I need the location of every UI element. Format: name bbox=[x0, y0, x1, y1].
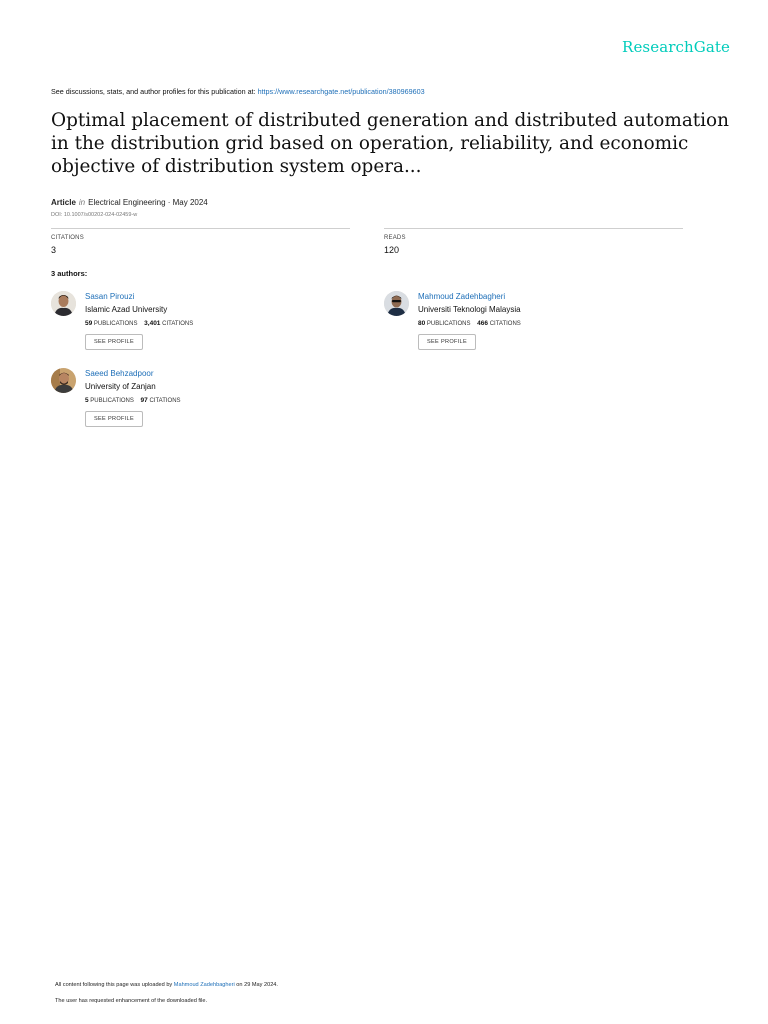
reads-label: READS bbox=[384, 235, 406, 241]
publications-label: PUBLICATIONS bbox=[426, 321, 471, 327]
upload-prefix: All content following this page was uploaded by bbox=[55, 982, 174, 988]
see-profile-button[interactable]: SEE PROFILE bbox=[418, 334, 476, 350]
publications-label: PUBLICATIONS bbox=[93, 321, 138, 327]
upload-suffix: on 29 May 2024. bbox=[234, 982, 278, 988]
author-card bbox=[51, 368, 351, 438]
citations-label: CITATIONS bbox=[149, 398, 181, 404]
citations-count: 97 bbox=[140, 397, 148, 404]
publication-type: Article bbox=[51, 198, 76, 207]
author-institution[interactable]: Islamic Azad University bbox=[85, 305, 168, 314]
author-stats bbox=[85, 320, 193, 327]
discussion-line bbox=[51, 87, 425, 96]
uploader-link[interactable]: Mahmoud Zadehbagheri bbox=[173, 982, 235, 988]
author-card bbox=[384, 291, 684, 361]
see-profile-button[interactable]: SEE PROFILE bbox=[85, 411, 143, 427]
publication-date: · May 2024 bbox=[165, 198, 208, 207]
author-card bbox=[51, 291, 351, 361]
author-name[interactable]: Saeed Behzadpoor bbox=[85, 369, 154, 378]
citations-label: CITATIONS bbox=[51, 235, 84, 241]
in-word: in bbox=[78, 198, 86, 207]
author-name[interactable]: Mahmoud Zadehbagheri bbox=[418, 292, 506, 301]
citations-value: 3 bbox=[51, 245, 57, 255]
publications-count: 59 bbox=[85, 320, 93, 327]
reads-value: 120 bbox=[384, 245, 400, 255]
publication-link[interactable]: https://www.researchgate.net/publication/380969603 bbox=[257, 87, 425, 96]
see-profile-button[interactable]: SEE PROFILE bbox=[85, 334, 143, 350]
avatar[interactable] bbox=[51, 291, 76, 316]
author-stats bbox=[85, 397, 181, 404]
publication-title[interactable]: Optimal placement of distributed generation and distributed automation in the distribution grid based on operation, reliability, and economic objective of distribution system opera... bbox=[51, 110, 729, 177]
author-name[interactable]: Sasan Pirouzi bbox=[85, 292, 135, 301]
author-stats bbox=[418, 320, 521, 327]
avatar[interactable] bbox=[384, 291, 409, 316]
publications-count: 80 bbox=[418, 320, 426, 327]
citations-count: 466 bbox=[477, 320, 489, 327]
citations-label: CITATIONS bbox=[162, 321, 194, 327]
author-institution[interactable]: University of Zanjan bbox=[85, 382, 156, 391]
citations-label: CITATIONS bbox=[489, 321, 521, 327]
discussion-prefix: See discussions, stats, and author profiles for this publication at: bbox=[51, 87, 258, 96]
publications-count: 5 bbox=[85, 397, 89, 404]
upload-note bbox=[55, 982, 278, 988]
publication-meta bbox=[51, 198, 208, 207]
author-institution[interactable]: Universiti Teknologi Malaysia bbox=[418, 305, 521, 314]
avatar[interactable] bbox=[51, 368, 76, 393]
reads-stat bbox=[384, 228, 683, 255]
citations-stat bbox=[51, 228, 350, 255]
citations-count: 3,401 bbox=[144, 320, 161, 327]
doi: DOI: 10.1007/s00202-024-02459-w bbox=[51, 212, 138, 218]
enhancement-note: The user has requested enhancement of the downloaded file. bbox=[55, 998, 208, 1004]
researchgate-logo[interactable]: ResearchGate bbox=[622, 38, 730, 56]
journal-name[interactable]: Electrical Engineering bbox=[88, 198, 166, 207]
authors-heading: 3 authors: bbox=[51, 269, 88, 278]
publications-label: PUBLICATIONS bbox=[90, 398, 134, 404]
